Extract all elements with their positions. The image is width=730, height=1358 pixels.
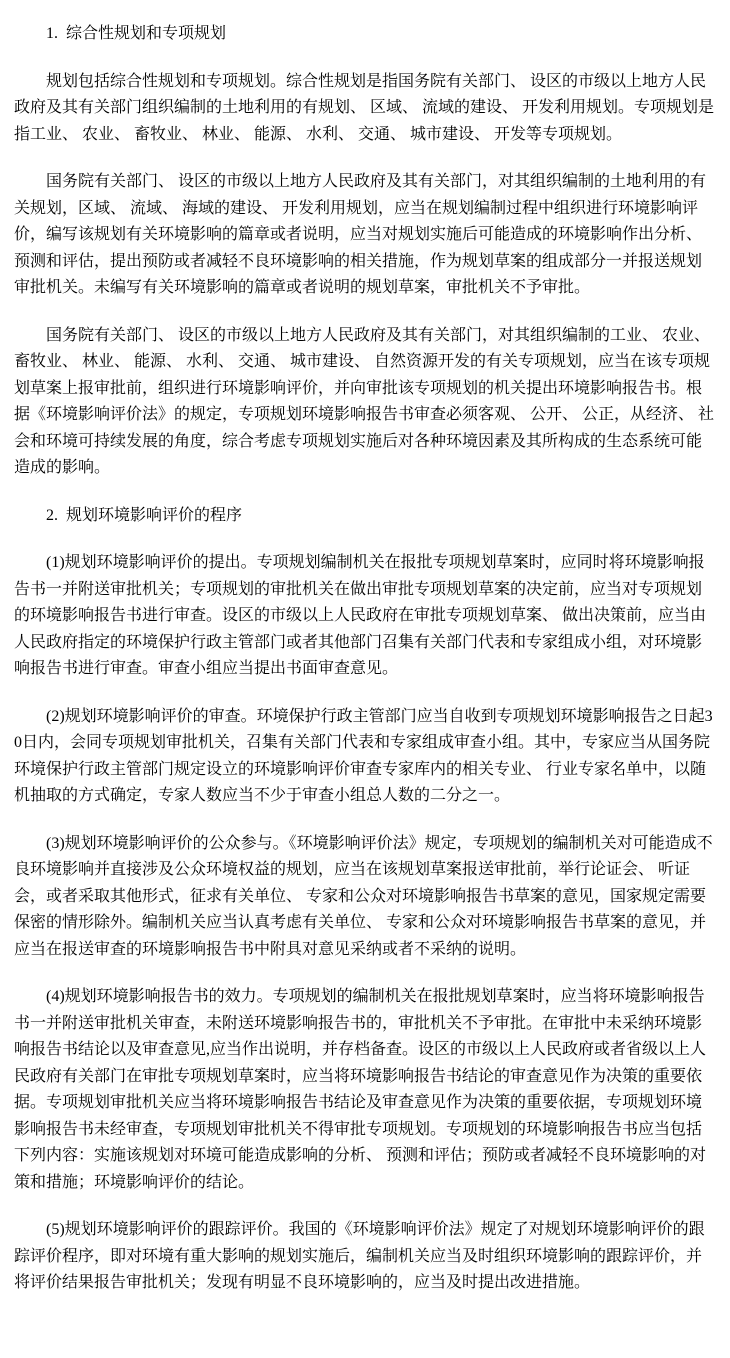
section1-paragraph-1: 规划包括综合性规划和专项规划。综合性规划是指国务院有关部门、 设区的市级以上地方人民政府及其有关部门组织编制的土地利用的有规划、 区域、 流域的建设、 开发利用规划。专项规划是指工业、 农业、 畜牧业、 林业、 能源、 水利、 交通、 城市建设、 开发等专项规划。 <box>14 72 715 143</box>
section2-paragraph-2: (2)规划环境影响评价的审查。环境保护行政主管部门应当自收到专项规划环境影响报告之日起30日内，会同专项规划审批机关，召集有关部门代表和专家组成审查小组。其中，专家应当从国务院环境保护行政主管部门规定设立的环境影响评价审查专家库内的相关专业、 行业专家名单中，以随机抽取的方式确定，专家人数应当不少于审查小组总人数的二分之一。 <box>14 707 713 804</box>
section1-heading: 1. 综合性规划和专项规划 <box>46 25 227 42</box>
section2-paragraph-5: (5)规划环境影响评价的跟踪评价。我国的《环境影响评价法》规定了对规划环境影响评价的跟踪评价程序，即对环境有重大影响的规划实施后，编制机关应当及时组织环境影响的跟踪评价，并将评价结果报告审批机关；发现有明显不良环境影响的，应当及时提出改进措施。 <box>14 1221 705 1291</box>
section2-heading: 2. 规划环境影响评价的程序 <box>46 506 243 524</box>
section2-paragraph-4: (4)规划环境影响报告书的效力。专项规划的编制机关在报批规划草案时，应当将环境影响报告书一并附送审批机关审查，未附送环境影响报告书的，审批机关不予审批。在审批中未采纳环境影响报告书结论以及审查意见,应当作出说明，并存档备查。设区的市级以上人民政府或者省级以上人民政府有关部门在审批专项规划草案时，应当将环境影响报告书结论的审查意见作为决策的重要依据。专项规划审批机关应当将环境影响报告书结论及审查意见作为决策的重要依据，专项规划环境影响报告书未经审查，专项规划审批机关不得审批专项规划。专项规划的环境影响报告书应当包括下列内容：实施该规划对环境可能造成影响的分析、 预测和评估；预防或者减轻不良环境影响的对策和措施；环境影响评价的结论。 <box>14 988 707 1191</box>
section2-paragraph-1: (1)规划环境影响评价的提出。专项规划编制机关在报批专项规划草案时，应同时将环境影响报告书一并附送审批机关；专项规划的审批机关在做出审批专项规划草案的决定前，应当对专项规划的环境影响报告书进行审查。设区的市级以上人民政府在审批专项规划草案、 做出决策前，应当由人民政府指定的环境保护行政主管部门或者其他部门召集有关部门代表和专家组成小组，对环境影响报告书进行审查。审查小组应当提出书面审查意见。 <box>14 554 707 677</box>
section1-paragraph-2: 国务院有关部门、 设区的市级以上地方人民政府及其有关部门，对其组织编制的土地利用的有关规划，区域、 流域、 海域的建设、 开发利用规划，应当在规划编制过程中组织进行环境影响评价，编写该规划有关环境影响的篇章或者说明，应当对规划实施后可能造成的环境影响作出分析、 预测和评估，提出预防或者减轻不良环境影响的相关措施，作为规划草案的组成部分一并报送规划审批机关。未编写有关环境影响的篇章或者说明的规划草案，审批机关不予审批。 <box>14 173 707 296</box>
section2-paragraph-3: (3)规划环境影响评价的公众参与。《环境影响评价法》规定，专项规划的编制机关对可能造成不良环境影响并直接涉及公众环境权益的规划，应当在该规划草案报送审批前，举行论证会、 听证会，或者采取其他形式，征求有关单位、 专家和公众对环境影响报告书草案的意见，国家规定需要保密的情形除外。编制机关应当认真考虑有关单位、 专家和公众对环境影响报告书草案的意见，并应当在报送审查的环境影响报告书中附具对意见采纳或者不采纳的说明。 <box>14 834 713 958</box>
section1-paragraph-3: 国务院有关部门、 设区的市级以上地方人民政府及其有关部门，对其组织编制的工业、 农业、 畜牧业、 林业、 能源、 水利、 交通、 城市建设、 自然资源开发的有关专项规划，应当在该专项规划草案上报审批前，组织进行环境影响评价，并向审批该专项规划的机关提出环境影响报告书。根据《环境影响评价法》的规定，专项规划环境影响报告书审查必须客观、 公开、 公正，从经济、 社会和环境可持续发展的角度，综合考虑专项规划实施后对各种环境因素及其所构成的生态系统可能造成的影响。 <box>14 326 715 476</box>
